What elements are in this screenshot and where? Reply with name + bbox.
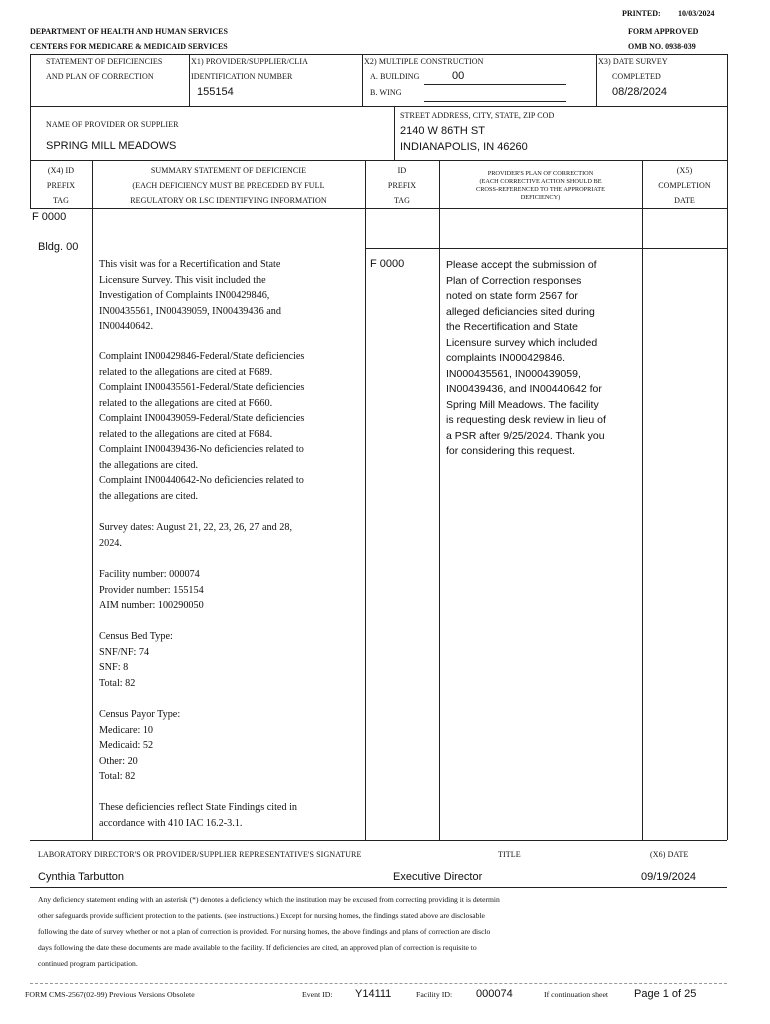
summary-paragraph: Survey dates: August 21, 22, 23, 26, 27 and 28, 2024. [99,522,292,549]
x4-header-3: TAG [52,196,70,205]
x5-header-2: COMPLETION [658,181,711,190]
title-value: Executive Director [393,871,483,883]
x4-header-1: (X4) ID [47,166,75,175]
form-number: FORM CMS-2567(02-99) Previous Versions Obsolete [25,990,195,999]
department-title: DEPARTMENT OF HEALTH AND HUMAN SERVICES [30,27,228,36]
provider-id-value: 155154 [197,86,234,98]
summary-header-3: REGULATORY OR LSC IDENTIFYING INFORMATION [130,196,327,205]
date-survey-label-1: X3) DATE SURVEY [598,57,668,66]
provider-name-label: NAME OF PROVIDER OR SUPPLIER [46,120,179,129]
footer-divider [30,983,727,984]
page-number: Page 1 of 25 [634,988,697,1000]
provider-id-label-1: X1) PROVIDER/SUPPLIER/CLIA [191,57,309,66]
sign-date-value: 09/19/2024 [641,871,697,883]
date-survey-value: 08/28/2024 [612,86,668,98]
disclaimer-line: other safeguards provide sufficient protection to the patients. (see instructions.) Except for nursing homes, the findings stated above are disclosable [38,911,485,920]
id-header-2: PREFIX [387,181,417,190]
address-label: STREET ADDRESS, CITY, STATE, ZIP COD [400,111,555,120]
summary-paragraph: Census Payor Type: Medicare: 10 Medicaid: 52 Other: 20 Total: 82 [99,709,181,782]
plan-header-3: CROSS-REFERENCED TO THE APPROPRIATE [476,186,605,193]
id-header-3: TAG [393,196,411,205]
provider-name-value: SPRING MILL MEADOWS [46,140,177,152]
building-tag: Bldg. 00 [38,241,79,253]
date-survey-label-2: COMPLETED [612,72,661,81]
printed-label: PRINTED: [622,9,661,18]
summary-paragraph: Census Bed Type: SNF/NF: 74 SNF: 8 Total: 82 [99,631,173,689]
summary-paragraph: Complaint IN00429846-Federal/State deficiencies related to the allegations are cited at F689. Complaint IN00435561-Federal/State deficiencies related to the allegations are cited at F660. Complaint IN00439059-Federal/State deficiencies related to the allegations are cited at F684. Complaint IN00439436-No deficiencies related to the allegations are cited. Complaint IN00440642-No deficiencies related to the allegations are cited. [99,351,305,502]
facility-id-value: 000074 [476,988,513,1000]
summary-header-2: (EACH DEFICIENCY MUST BE PRECEDED BY FULL [132,181,325,190]
summary-header-1: SUMMARY STATEMENT OF DEFICIENCIE [150,166,307,175]
x5-header-1: (X5) [676,166,693,175]
summary-paragraph: This visit was for a Recertification and State Licensure Survey. This visit included the Investigation of Complaints IN00429846, IN00435561, IN00439059, IN00439436 and IN00440642. [99,259,281,332]
summary-paragraph: Facility number: 000074 Provider number: 155154 AIM number: 100290050 [99,569,204,611]
sign-date-label: (X6) DATE [650,850,689,859]
signature-name: Cynthia Tarbutton [38,871,125,883]
title-label: TITLE [498,850,521,859]
disclaimer-line: following the date of survey whether or not a plan of correction is provided. For nursing homes, the above findings and plans of correction are disclo [38,927,491,936]
x5-header-3: DATE [674,196,695,205]
printed-date: 10/03/2024 [678,9,715,18]
provider-id-label-2: IDENTIFICATION NUMBER [191,72,293,81]
form-approved: FORM APPROVED [628,27,699,36]
plan-header-1: PROVIDER'S PLAN OF CORRECTION [487,170,594,177]
x4-header-2: PREFIX [46,181,76,190]
tag-right: F 0000 [370,258,405,270]
statement-label-2: AND PLAN OF CORRECTION [46,72,154,81]
plan-header-2: (EACH CORRECTIVE ACTION SHOULD BE [479,178,602,185]
disclaimer-line: Any deficiency statement ending with an asterisk (*) denotes a deficiency which the institution may be excused from correcting providing it is determin [38,895,500,904]
centers-title: CENTERS FOR MEDICARE & MEDICAID SERVICES [30,42,228,51]
event-id-label: Event ID: [302,990,333,999]
id-header-1: ID [397,166,407,175]
tag-left: F 0000 [32,211,67,223]
facility-id-label: Facility ID: [416,990,453,999]
wing-label: B. WING [370,88,402,97]
summary-paragraph: These deficiencies reflect State Findings cited in accordance with 410 IAC 16.2-3.1. [99,802,298,829]
event-id-value: Y14111 [355,988,392,1000]
address-line-2: INDIANAPOLIS, IN 46260 [400,141,528,153]
plan-header-4: DEFICIENCY) [520,194,561,201]
plan-of-correction-text: Please accept the submission of Plan of Correction responses noted on state form 2567 for alleged deficiancies sited during the Recertification and State Licensure survey which included complaints IN000429846. IN000435561, IN000439059, IN00439436, and IN00440642 for Spring Mill Meadows. The facility is requesting desk review in lieu of a PSR after 9/25/2024. Thank you for considering this request. [446,259,606,457]
signature-label: LABORATORY DIRECTOR'S OR PROVIDER/SUPPLIER REPRESENTATIVE'S SIGNATURE [38,850,362,859]
multiple-construction-label: X2) MULTIPLE CONSTRUCTION [364,57,484,66]
building-label: A. BUILDING [370,72,420,81]
omb-number: OMB NO. 0938-039 [628,42,696,51]
disclaimer-line: continued program participation. [38,959,138,968]
disclaimer-line: days following the date these documents are made available to the facility. If deficiencies are cited, an approved plan of correction is requisite to [38,943,477,952]
statement-label-1: STATEMENT OF DEFICIENCIES [46,57,163,66]
building-value: 00 [452,70,465,82]
address-line-1: 2140 W 86TH ST [400,125,485,137]
continuation-label: If continuation sheet [544,990,609,999]
